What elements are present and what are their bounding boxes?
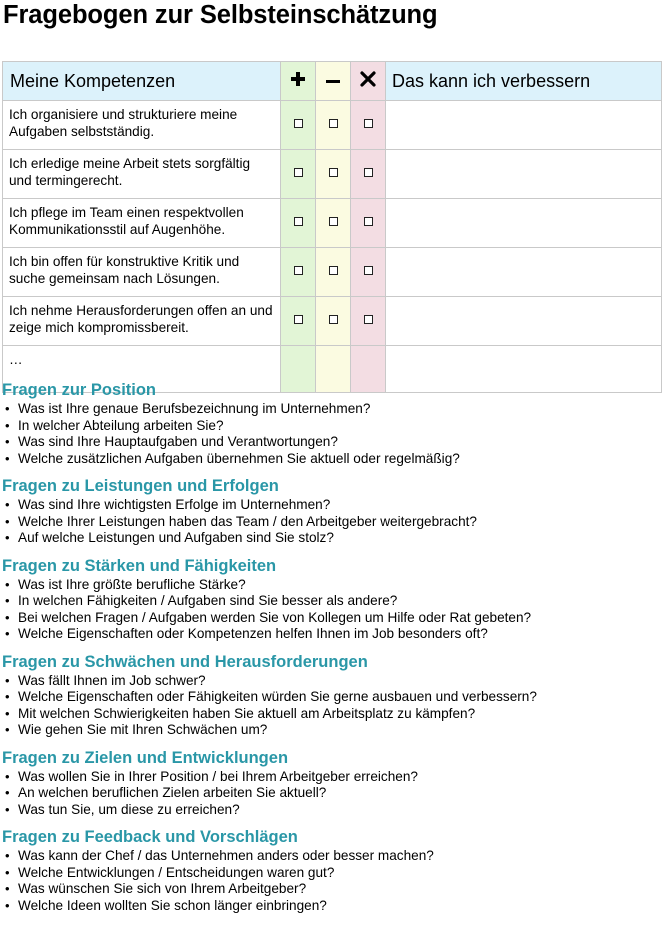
checkbox-plus[interactable] bbox=[294, 315, 303, 324]
question-list bbox=[2, 673, 657, 739]
list-item: • Was ist Ihre genaue Berufsbezeichnung im Unternehmen? bbox=[2, 401, 657, 418]
competency-statement: … bbox=[3, 346, 281, 393]
question-section bbox=[2, 828, 657, 914]
list-item: • Was fällt Ihnen im Job schwer? bbox=[2, 673, 657, 690]
rating-plus-cell bbox=[281, 297, 316, 346]
question-list bbox=[2, 577, 657, 643]
section-heading: Fragen zu Stärken und Fähigkeiten bbox=[2, 556, 277, 575]
list-item: • Was sind Ihre wichtigsten Erfolge im Unternehmen? bbox=[2, 497, 657, 514]
list-item: • Welche zusätzlichen Aufgaben übernehmen Sie aktuell oder regelmäßig? bbox=[2, 451, 657, 468]
list-item: • Bei welchen Fragen / Aufgaben werden Sie von Kollegen um Hilfe oder Rat gebeten? bbox=[2, 610, 657, 627]
question-section bbox=[2, 653, 657, 739]
table-row bbox=[3, 199, 662, 248]
question-section bbox=[2, 381, 657, 467]
table-row bbox=[3, 248, 662, 297]
rating-minus-cell bbox=[316, 199, 351, 248]
question-list bbox=[2, 497, 657, 547]
checkbox-plus[interactable] bbox=[294, 266, 303, 275]
section-heading: Fragen zu Schwächen und Herausforderungen bbox=[2, 652, 368, 671]
rating-cross-cell bbox=[351, 150, 386, 199]
checkbox-minus[interactable] bbox=[329, 315, 338, 324]
question-list bbox=[2, 401, 657, 467]
improvement-field[interactable] bbox=[386, 199, 662, 248]
checkbox-minus[interactable] bbox=[329, 168, 338, 177]
question-section bbox=[2, 557, 657, 643]
rating-minus-cell bbox=[316, 101, 351, 150]
section-heading: Fragen zur Position bbox=[2, 381, 157, 399]
header-cross bbox=[351, 62, 386, 101]
improvement-field[interactable] bbox=[386, 248, 662, 297]
header-improve: Das kann ich verbessern bbox=[386, 62, 662, 101]
competency-table bbox=[2, 61, 662, 393]
list-item: • In welcher Abteilung arbeiten Sie? bbox=[2, 418, 657, 435]
question-section bbox=[2, 477, 657, 547]
list-item: • Wie gehen Sie mit Ihren Schwächen um? bbox=[2, 722, 657, 739]
checkbox-cross[interactable] bbox=[364, 217, 373, 226]
rating-cross-cell bbox=[351, 199, 386, 248]
checkbox-minus[interactable] bbox=[329, 266, 338, 275]
question-sections bbox=[2, 381, 657, 924]
competency-rows bbox=[3, 101, 662, 393]
list-item: • Was wollen Sie in Ihrer Position / bei Ihrem Arbeitgeber erreichen? bbox=[2, 769, 657, 786]
section-heading: Fragen zu Leistungen und Erfolgen bbox=[2, 477, 279, 495]
page-title: Fragebogen zur Selbsteinschätzung bbox=[3, 1, 438, 29]
list-item: • Was kann der Chef / das Unternehmen anders oder besser machen? bbox=[2, 848, 657, 865]
rating-plus-cell bbox=[281, 248, 316, 297]
list-item: • Auf welche Leistungen und Aufgaben sind Sie stolz? bbox=[2, 530, 657, 547]
checkbox-cross[interactable] bbox=[364, 315, 373, 324]
checkbox-cross[interactable] bbox=[364, 119, 373, 128]
list-item: • Was sind Ihre Hauptaufgaben und Verantwortungen? bbox=[2, 434, 657, 451]
table-header-row bbox=[3, 62, 662, 101]
header-minus bbox=[316, 62, 351, 101]
list-item: • Welche Ideen wollten Sie schon länger einbringen? bbox=[2, 898, 657, 915]
checkbox-plus[interactable] bbox=[294, 119, 303, 128]
improvement-field[interactable] bbox=[386, 150, 662, 199]
table-row bbox=[3, 150, 662, 199]
cross-icon bbox=[360, 71, 376, 87]
competency-statement: Ich nehme Herausforderungen offen an und zeige mich kompromissbereit. bbox=[3, 297, 281, 346]
improvement-field[interactable] bbox=[386, 297, 662, 346]
question-list bbox=[2, 769, 657, 819]
section-heading: Fragen zu Zielen und Entwicklungen bbox=[2, 748, 289, 767]
improvement-field[interactable] bbox=[386, 101, 662, 150]
list-item: • Welche Ihrer Leistungen haben das Team / den Arbeitgeber weitergebracht? bbox=[2, 514, 657, 531]
checkbox-minus[interactable] bbox=[329, 119, 338, 128]
competency-statement: Ich pflege im Team einen respektvollen Kommunikationsstil auf Augenhöhe. bbox=[3, 199, 281, 248]
rating-minus-cell bbox=[316, 248, 351, 297]
question-list bbox=[2, 848, 657, 914]
table-row bbox=[3, 101, 662, 150]
question-section bbox=[2, 749, 657, 819]
list-item: • In welchen Fähigkeiten / Aufgaben sind Sie besser als andere? bbox=[2, 593, 657, 610]
table-row bbox=[3, 297, 662, 346]
rating-cross-cell bbox=[351, 101, 386, 150]
rating-cross-cell bbox=[351, 297, 386, 346]
list-item: • Was ist Ihre größte berufliche Stärke? bbox=[2, 577, 657, 594]
rating-cross-cell bbox=[351, 248, 386, 297]
list-item: • Was wünschen Sie sich von Ihrem Arbeitgeber? bbox=[2, 881, 657, 898]
checkbox-plus[interactable] bbox=[294, 168, 303, 177]
rating-plus-cell bbox=[281, 101, 316, 150]
checkbox-minus[interactable] bbox=[329, 217, 338, 226]
rating-plus-cell bbox=[281, 199, 316, 248]
header-competencies: Meine Kompetenzen bbox=[3, 62, 281, 101]
competency-statement: Ich erledige meine Arbeit stets sorgfältig und termingerecht. bbox=[3, 150, 281, 199]
plus-icon bbox=[290, 71, 306, 87]
competency-statement: Ich bin offen für konstruktive Kritik und suche gemeinsam nach Lösungen. bbox=[3, 248, 281, 297]
section-heading: Fragen zu Feedback und Vorschlägen bbox=[2, 828, 298, 846]
checkbox-plus[interactable] bbox=[294, 217, 303, 226]
rating-minus-cell bbox=[316, 297, 351, 346]
list-item: • Welche Entwicklungen / Entscheidungen waren gut? bbox=[2, 865, 657, 882]
rating-minus-cell bbox=[316, 150, 351, 199]
header-plus bbox=[281, 62, 316, 101]
list-item: • Was tun Sie, um diese zu erreichen? bbox=[2, 802, 657, 819]
minus-icon bbox=[325, 71, 341, 87]
list-item: • Mit welchen Schwierigkeiten haben Sie aktuell am Arbeitsplatz zu kämpfen? bbox=[2, 706, 657, 723]
checkbox-cross[interactable] bbox=[364, 266, 373, 275]
rating-plus-cell bbox=[281, 150, 316, 199]
competency-statement: Ich organisiere und strukturiere meine Aufgaben selbstständig. bbox=[3, 101, 281, 150]
list-item: • Welche Eigenschaften oder Fähigkeiten würden Sie gerne ausbauen und verbessern? bbox=[2, 689, 657, 706]
list-item: • An welchen beruflichen Zielen arbeiten Sie aktuell? bbox=[2, 785, 657, 802]
checkbox-cross[interactable] bbox=[364, 168, 373, 177]
list-item: • Welche Eigenschaften oder Kompetenzen helfen Ihnen im Job besonders oft? bbox=[2, 626, 657, 643]
